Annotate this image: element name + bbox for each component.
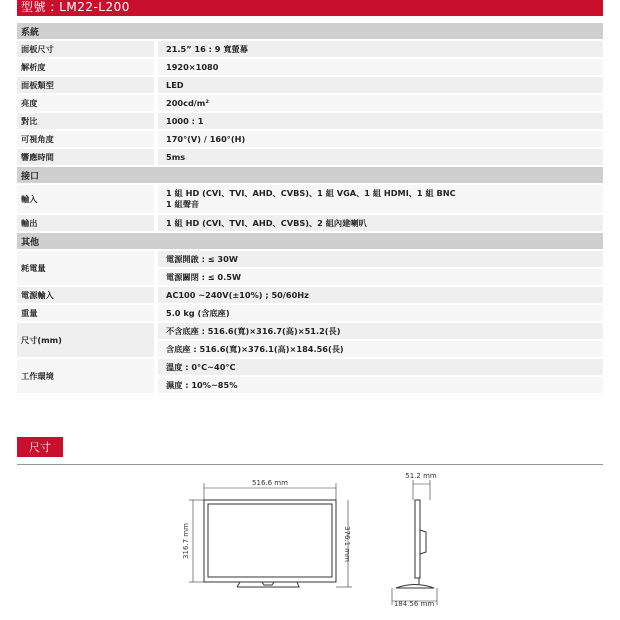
side-depth-panel-label: 51.2 mm — [405, 472, 437, 480]
spec-value-line: 1 組 HD (CVI、TVI、AHD、CVBS)、1 組 VGA、1 組 HDMI、1 組 BNC — [166, 188, 456, 198]
spec-table — [17, 23, 603, 395]
spec-value-line: 1 組聲音 — [166, 199, 200, 209]
spec-value-line: 200cd/m² — [166, 98, 209, 108]
spec-row — [17, 323, 603, 357]
spec-label: 耗電量 — [17, 251, 154, 285]
spec-value — [158, 287, 603, 303]
model-header — [17, 0, 603, 16]
spec-row — [17, 59, 603, 75]
spec-label: 工作環境 — [17, 359, 154, 393]
spec-value-line: AC100 ~240V(±10%) ; 50/60Hz — [166, 290, 309, 300]
spec-row — [17, 305, 603, 321]
spec-value — [158, 251, 603, 285]
spec-label: 響應時間 — [17, 149, 154, 165]
spec-value — [158, 215, 603, 231]
spec-label: 尺寸(mm) — [17, 323, 154, 357]
spec-label: 亮度 — [17, 95, 154, 111]
side-depth-total-label: 184.56 mm — [393, 600, 435, 608]
spec-value — [158, 41, 603, 57]
spec-row — [17, 41, 603, 57]
spec-label: 面板類型 — [17, 77, 154, 93]
spec-row — [17, 77, 603, 93]
spec-value — [158, 149, 603, 165]
section-header: 接口 — [17, 167, 603, 183]
spec-label: 輸入 — [17, 185, 154, 213]
spec-row — [17, 95, 603, 111]
spec-value — [158, 59, 603, 75]
spec-value-line: 5.0 kg (含底座) — [166, 307, 230, 318]
front-width-label: 516.6 mm — [252, 479, 288, 487]
spec-value — [158, 305, 603, 321]
spec-row — [17, 185, 603, 213]
spec-value — [158, 323, 603, 357]
spec-label: 面板尺寸 — [17, 41, 154, 57]
spec-value-line: 1000 : 1 — [166, 116, 204, 126]
spec-value-line: 1 組 HD (CVI、TVI、AHD、CVBS)、2 組內建喇叭 — [166, 217, 367, 228]
spec-row — [17, 113, 603, 129]
spec-value-line: 不含底座 : 516.6(寬)×316.7(高)×51.2(長) — [158, 323, 603, 339]
spec-label: 對比 — [17, 113, 154, 129]
front-view — [189, 483, 352, 587]
spec-value — [158, 185, 603, 213]
spec-row — [17, 131, 603, 147]
front-height-panel-label: 316.7 mm — [182, 523, 190, 559]
spec-value-line: 溫度 : 0°C~40°C — [158, 359, 603, 375]
spec-value-line: 電源開啟 : ≤ 30W — [158, 251, 603, 267]
spec-value-line: 5ms — [166, 152, 186, 162]
spec-value-line: 1920×1080 — [166, 62, 219, 72]
spec-row — [17, 359, 603, 393]
model-title: 型號 : LM22-L200 — [21, 0, 130, 14]
spec-value-line: 濕度 : 10%~85% — [158, 377, 603, 393]
spec-label: 可視角度 — [17, 131, 154, 147]
spec-row — [17, 251, 603, 285]
spec-label: 輸出 — [17, 215, 154, 231]
spec-value-line: 含底座 : 516.6(寬)×376.1(高)×184.56(長) — [158, 341, 603, 357]
spec-value — [158, 95, 603, 111]
side-view — [392, 480, 437, 605]
spec-row — [17, 215, 603, 231]
front-height-total-label: 376.1 mm — [343, 526, 351, 562]
spec-row — [17, 149, 603, 165]
dimension-drawing — [0, 460, 620, 620]
spec-value — [158, 77, 603, 93]
spec-row — [17, 287, 603, 303]
spec-value — [158, 131, 603, 147]
section-header: 系統 — [17, 23, 603, 39]
spec-value-line: 170°(V) / 160°(H) — [166, 134, 246, 144]
spec-label: 電源輸入 — [17, 287, 154, 303]
spec-value — [158, 359, 603, 393]
dimensions-tab: 尺寸 — [17, 437, 63, 457]
spec-value — [158, 113, 603, 129]
spec-label: 解析度 — [17, 59, 154, 75]
spec-value-line: LED — [166, 80, 184, 90]
spec-value-line: 21.5” 16 : 9 寬螢幕 — [166, 43, 248, 54]
spec-label: 重量 — [17, 305, 154, 321]
section-header: 其他 — [17, 233, 603, 249]
spec-value-line: 電源關閉 : ≤ 0.5W — [158, 269, 603, 285]
